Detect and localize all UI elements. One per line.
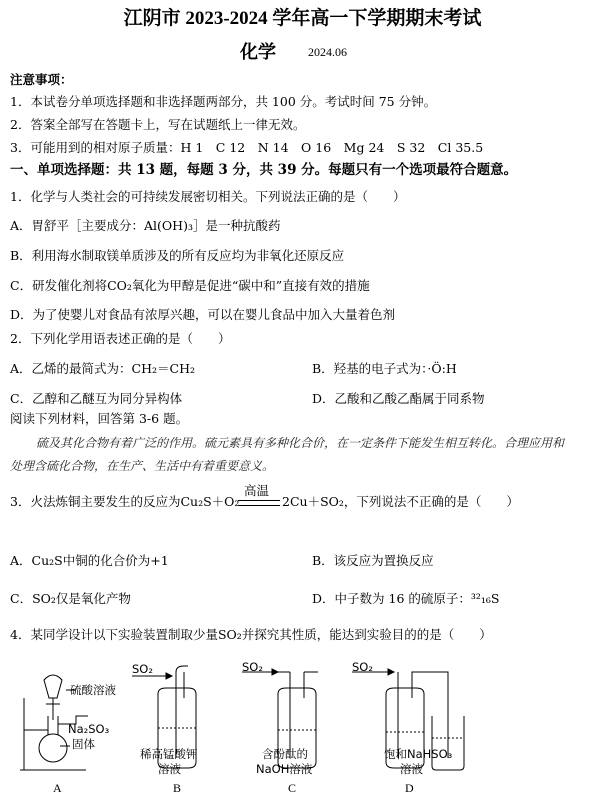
q3-option-d: D．中子数为 16 的硫原子：³²₁₆S [312,591,500,606]
label-solution: 溶液 [400,762,423,776]
arrow-head [166,673,172,679]
q2-option-c: C．乙醇和乙醚互为同分异构体 [10,391,183,406]
q1-stem: 1．化学与人类社会的可持续发展密切相关。下列说法正确的是（ ） [10,189,406,204]
q3-option-a: A．Cu₂S中铜的化合价为+1 [10,553,169,568]
label-kmno4-solution: 稀高锰酸钾 [140,747,198,761]
label-solution: 溶液 [158,762,181,776]
q3-option-c: C．SO₂仅是氧化产物 [10,591,131,606]
q2-stem: 2．下列化学用语表述正确的是（ ） [10,331,231,346]
q2-option-b: B．羟基的电子式为：·Ö:H [312,361,457,376]
reaction-arrow [238,500,280,506]
q1-option-b: B．利用海水制取镁单质涉及的所有反应均为非氧化还原反应 [10,248,345,263]
figure-letter-b: B [173,781,182,795]
notice-heading: 注意事项： [10,72,73,87]
label-acid-solution: 硫酸溶液 [70,683,116,697]
subject-title: 化学 [240,42,276,62]
notice-item: 1．本试卷分单项选择题和非选择题两部分，共 100 分。考试时间 75 分钟。 [10,94,437,109]
arrow-head [272,669,278,675]
label-so2-gas: SO₂ [352,660,373,674]
arrow-head [388,669,394,675]
label-naoh-solution: NaOH溶液 [256,762,313,776]
q4-stem: 4．某同学设计以下实验装置制取少量SO₂并探究其性质，能达到实验目的的是（ ） [10,627,492,642]
reading-intro: 阅读下列材料，回答第 3-6 题。 [10,411,189,426]
label-sodium-sulfite: Na₂SO₃ [68,722,110,736]
q2-option-a: A．乙烯的最简式为：CH₂＝CH₂ [10,361,195,376]
figure-letter-d: D [405,781,414,795]
q1-option-d: D．为了使婴儿对食品有浓厚兴趣，可以在婴儿食品中加入大量着色剂 [10,307,396,322]
q3-option-b: B．该反应为置换反应 [312,553,434,568]
label-solid: 固体 [72,737,95,751]
figure-letter-c: C [288,781,297,795]
q3-stem-right: 2Cu＋SO₂，下列说法不正确的是（ ） [282,494,519,509]
label-so2-gas: SO₂ [242,660,263,674]
label-phenolphthalein: 含酚酞的 [262,747,308,761]
q2-option-d: D．乙酸和乙酸乙酯属于同系物 [312,391,485,406]
exam-date: 2024.06 [308,45,347,59]
separatory-funnel [44,675,62,698]
label-so2-gas: SO₂ [132,662,153,676]
label-nahso3: 饱和NaHSO₃ [384,747,453,761]
q3-stem-left: 3．火法炼铜主要发生的反应为Cu₂S＋O₂ [10,494,240,509]
reaction-condition: 高温 [244,483,270,498]
notice-item: 2．答案全部写在答题卡上，写在试题纸上一律无效。 [10,117,306,132]
reading-paragraph: 处理含硫化合物，在生产、生活中有着重要意义。 [10,459,275,473]
q1-option-a: A．胃舒平［主要成分：Al(OH)₃］是一种抗酸药 [10,218,281,233]
figure-letter-a: A [53,781,62,795]
reading-paragraph: 硫及其化合物有着广泛的作用。硫元素具有多种化合价，在一定条件下能发生相互转化。合理应用和 [36,436,565,450]
exam-title: 江阴市 2023-2024 学年高一下学期期末考试 [123,8,482,29]
section-heading: 一、单项选择题：共 13 题，每题 3 分，共 39 分。每题只有一个选项最符合题意。 [10,162,518,178]
q1-option-c: C．研发催化剂将CO₂氧化为甲醇是促进“碳中和”直接有效的措施 [10,278,370,293]
notice-item: 3．可能用到的相对原子质量：H 1 C 12 N 14 O 16 Mg 24 S 32 Cl 35.5 [10,140,484,155]
round-bottom-flask [39,734,67,762]
